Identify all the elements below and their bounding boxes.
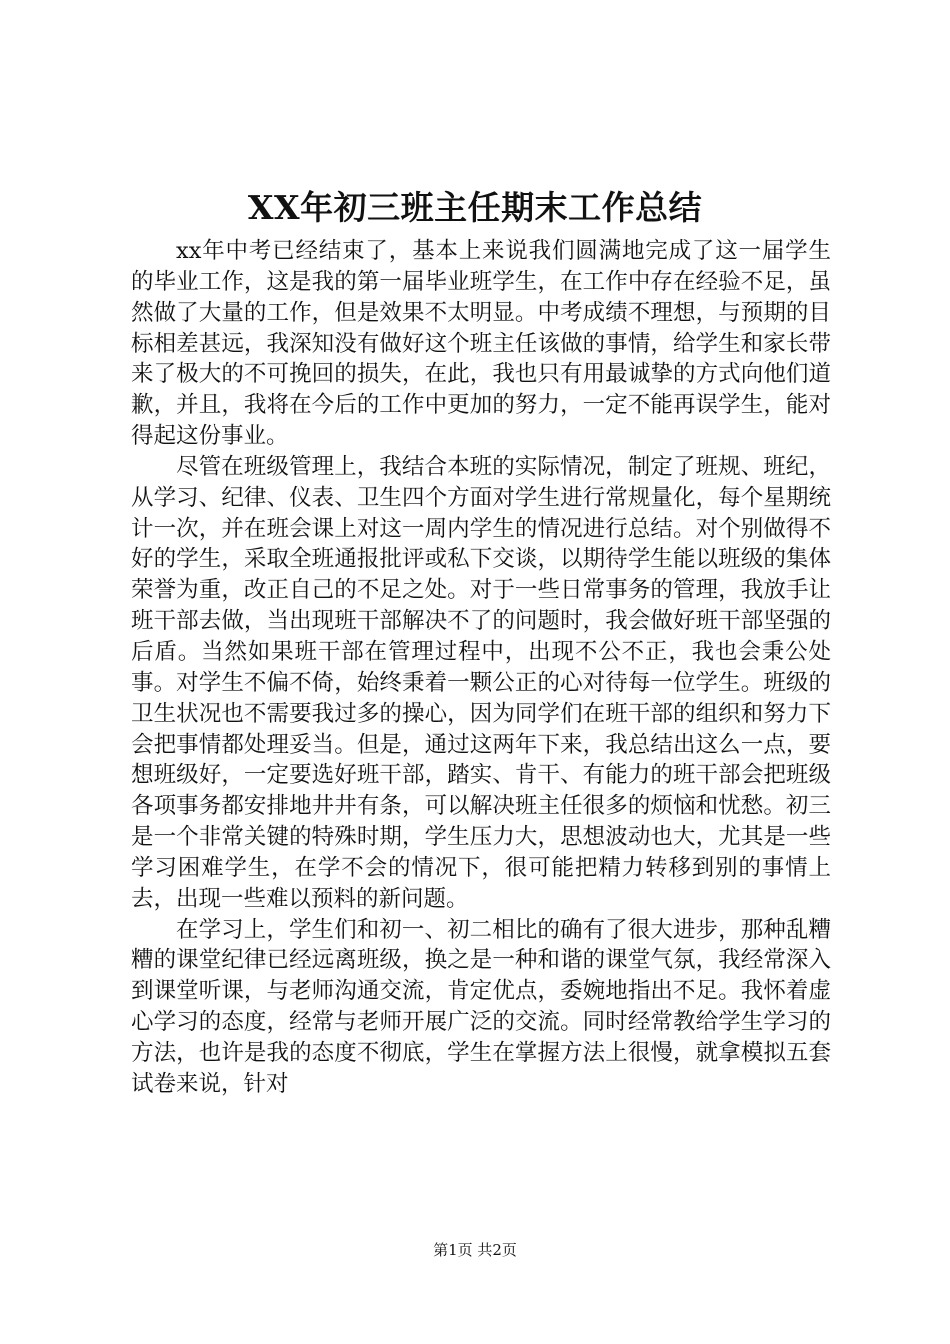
page-number-footer: 第1页 共2页 <box>433 1241 517 1259</box>
paragraph-3: 在学习上，学生们和初一、初二相比的确有了很大进步，那种乱糟糟的课堂纪律已经远离班级，换之是一种和谐的课堂气氛，我经常深入到课堂听课，与老师沟通交流，肯定优点，委婉地指出不足。我怀着虚心学习的态度，经常与老师开展广泛的交流。同时经常教给学生学习的方法，也许是我的态度不彻底，学生在掌握方法上很慢，就拿模拟五套试卷来说，针对 <box>131 916 831 1097</box>
document-title: XX年初三班主任期末工作总结 <box>247 188 703 227</box>
paragraph-1: xx年中考已经结束了，基本上来说我们圆满地完成了这一届学生的毕业工作，这是我的第一届毕业班学生，在工作中存在经验不足，虽然做了大量的工作，但是效果不太明显。中考成绩不理想，与预期的目标相差甚远，我深知没有做好这个班主任该做的事情，给学生和家长带来了极大的不可挽回的损失，在此，我也只有用最诚挚的方式向他们道歉，并且，我将在今后的工作中更加的努力，一定不能再误学生，能对得起这份事业。 <box>131 238 831 450</box>
document-body <box>131 236 831 1100</box>
paragraph-2: 尽管在班级管理上，我结合本班的实际情况，制定了班规、班纪，从学习、纪律、仪表、卫生四个方面对学生进行常规量化，每个星期统计一次，并在班会课上对这一周内学生的情况进行总结。对个别做得不好的学生，采取全班通报批评或私下交谈，以期待学生能以班级的集体荣誉为重，改正自己的不足之处。对于一些日常事务的管理，我放手让班干部去做，当出现班干部解决不了的问题时，我会做好班干部坚强的后盾。当然如果班干部在管理过程中，出现不公不正，我也会秉公处事。对学生不偏不倚，始终秉着一颗公正的心对待每一位学生。班级的卫生状况也不需要我过多的操心，因为同学们在班干部的组织和努力下会把事情都处理妥当。但是，通过这两年下来，我总结出这么一点，要想班级好，一定要选好班干部，踏实、肯干、有能力的班干部会把班级各项事务都安排地井井有条，可以解决班主任很多的烦恼和忧愁。初三是一个非常关键的特殊时期，学生压力大，思想波动也大，尤其是一些学习困难学生，在学不会的情况下，很可能把精力转移到别的事情上去，出现一些难以预料的新问题。 <box>131 453 831 912</box>
